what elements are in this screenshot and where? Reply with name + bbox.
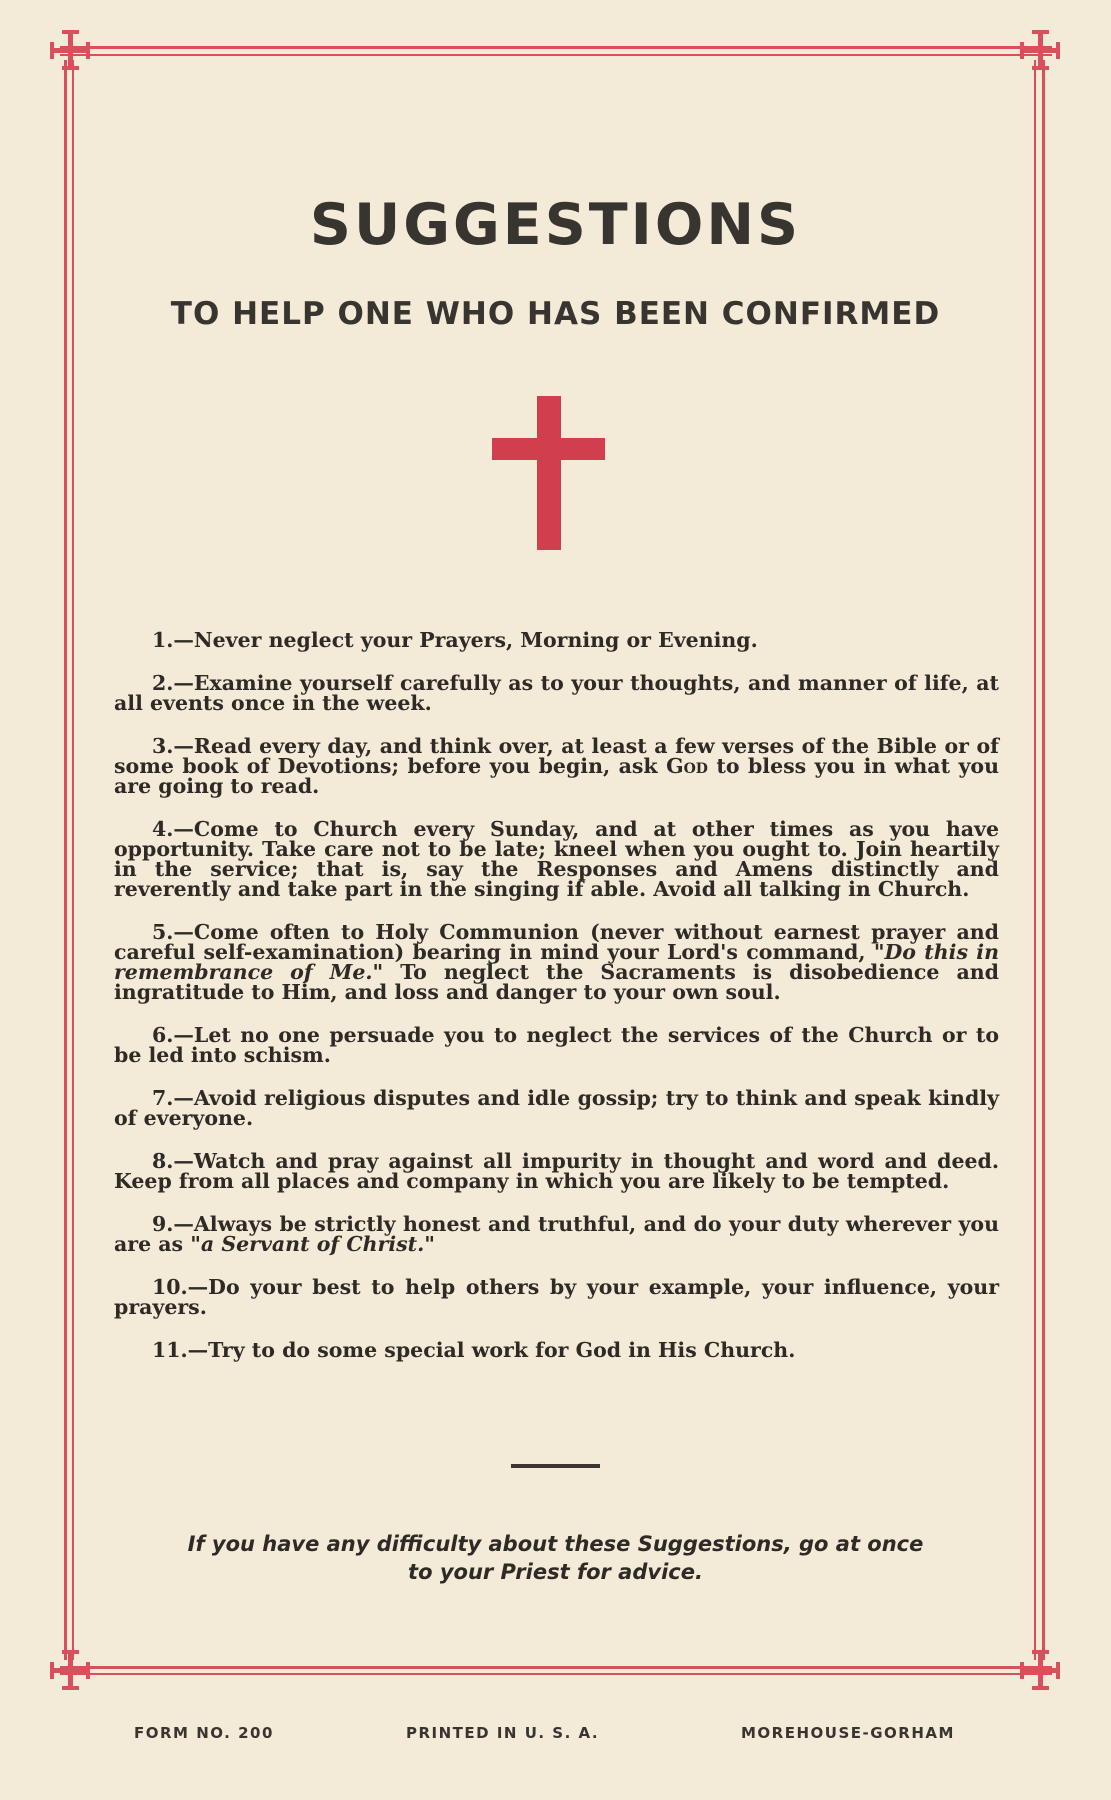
border-top-outer (60, 46, 1052, 49)
corner-cross-icon (1020, 30, 1060, 70)
page-title: SUGGESTIONS (309, 192, 802, 258)
list-item: 8.—Watch and pray against all impurity in thought and word and deed. Keep from all places and company in which you are likely to be tempted. (114, 1149, 999, 1193)
corner-cross-icon (1020, 1650, 1060, 1690)
suggestions-list (114, 630, 999, 1383)
border-top-inner (60, 54, 1052, 56)
list-item: 11.—Try to do some special work for God in His Church. (152, 1338, 796, 1362)
corner-cross-icon (50, 1650, 90, 1690)
cross-icon (492, 396, 605, 550)
list-item: 10.—Do your best to help others by your example, your influence, your prayers. (114, 1275, 999, 1319)
page-subtitle: TO HELP ONE WHO HAS BEEN CONFIRMED (170, 296, 941, 332)
closing-line: to your Priest for advice. (408, 1560, 703, 1584)
list-item: 1.—Never neglect your Prayers, Morning or Evening. (152, 628, 758, 652)
list-item: 3.—Read every day, and think over, at least a few verses of the Bible or of some book of Devotions; before you begin, ask God to bless you in what you are going to read. (114, 734, 1000, 798)
list-item: 2.—Examine yourself carefully as to your thoughts, and manner of life, at all events once in the week. (114, 671, 999, 715)
list-item: 6.—Let no one persuade you to neglect the services of the Church or to be led into schism. (114, 1023, 999, 1067)
list-item: 4.—Come to Church every Sunday, and at other times as you have opportunity. Take care not to be late; kneel when you ought to. Join heartily in the service; that is, say the Responses and Amens distinctly and reverently and take part in the singing if able. Avoid all talking in Church. (114, 817, 999, 901)
list-item: 5.—Come often to Holy Communion (never without earnest prayer and careful self-examination) bearing in mind your Lord's command, "Do this in remembrance of Me." To neglect the Sacraments is disobedience and ingratitude to Him, and loss and danger to your own soul. (114, 920, 999, 1004)
corner-cross-icon (50, 30, 90, 70)
list-item: 7.—Avoid religious disputes and idle gossip; try to think and speak kindly of everyone. (114, 1086, 999, 1130)
list-item: 9.—Always be strictly honest and truthful, and do your duty wherever you are as "a Servant of Christ." (114, 1212, 999, 1256)
closing-line: If you have any difficulty about these Suggestions, go at once (187, 1532, 924, 1556)
publisher: MOREHOUSE-GORHAM (741, 1724, 955, 1742)
closing-note (0, 1530, 1111, 1586)
form-number: FORM NO. 200 (134, 1724, 274, 1742)
border-bottom-outer (60, 1666, 1052, 1669)
printed-in: PRINTED IN U. S. A. (406, 1724, 600, 1742)
section-divider (511, 1464, 600, 1468)
border-bottom-inner (60, 1673, 1052, 1675)
